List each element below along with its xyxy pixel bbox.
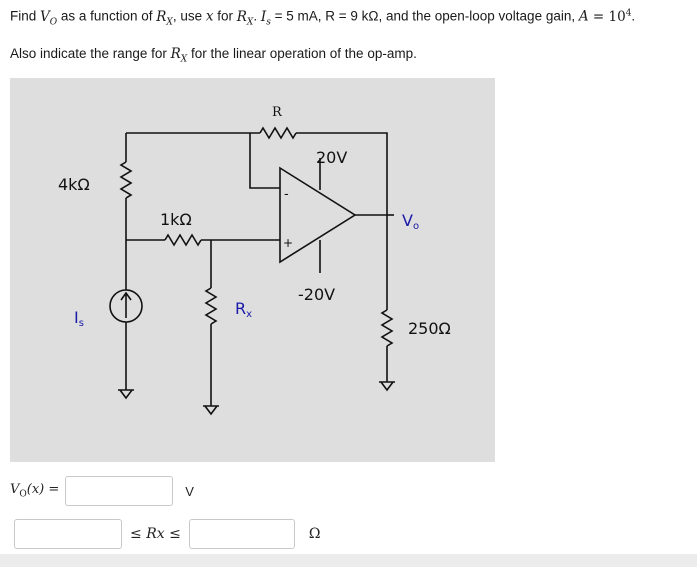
vo-unit: V	[185, 483, 194, 499]
vo-answer-label: $V_O(x)$ =	[10, 482, 60, 500]
is-symbol: $I_s$	[260, 8, 271, 28]
current-source-arrow	[121, 293, 131, 318]
rx-symbol-3: $R_X$	[170, 46, 188, 65]
bottom-bar	[0, 554, 697, 567]
answer-row-vo	[10, 476, 194, 506]
top-wire-right	[296, 133, 387, 215]
label-250: 250Ω	[408, 319, 451, 338]
opamp-plus-label: +	[283, 236, 294, 250]
ground-mid	[203, 406, 219, 414]
label-rx: Rx	[235, 299, 253, 320]
range-inequality: ≤ Rx ≤	[130, 526, 181, 542]
rx-symbol-2: $R_X$	[236, 8, 254, 28]
q-use: , use	[172, 8, 206, 24]
resistor-4k	[121, 162, 131, 198]
label-1k: 1kΩ	[160, 210, 192, 229]
label-R: R	[272, 105, 282, 120]
question-line-2	[10, 46, 417, 65]
range-unit: Ω	[308, 526, 321, 542]
q-values: = 5 mA, R = 9 kΩ, and the open-loop voltage gain,	[270, 8, 579, 24]
q-end: .	[631, 8, 636, 24]
resistor-1k	[165, 235, 201, 245]
label-is: Is	[74, 308, 84, 329]
q-for: for	[213, 8, 237, 24]
q2-prefix: Also indicate the range for	[10, 46, 171, 61]
label-vo: Vo	[402, 211, 420, 232]
answer-row-range	[14, 519, 320, 549]
question-line-1	[10, 8, 635, 27]
q-find: Find	[10, 8, 41, 24]
rx-symbol: $R_X$	[156, 8, 173, 28]
vo-symbol: $V_O$	[40, 8, 58, 28]
rx-max-input[interactable]	[189, 519, 295, 549]
a-symbol: A	[578, 8, 589, 25]
label-20v: 20V	[316, 148, 348, 167]
x-symbol: x	[205, 8, 214, 25]
rx-min-input[interactable]	[14, 519, 122, 549]
resistor-R	[260, 128, 296, 138]
vo-answer-input[interactable]	[65, 476, 173, 506]
ground-right	[379, 382, 395, 390]
opamp-minus-label: -	[284, 187, 289, 202]
label-neg20v: -20V	[298, 285, 336, 304]
q2-suffix: for the linear operation of the op-amp.	[187, 46, 417, 61]
feedback-wire	[250, 133, 280, 188]
ground-left	[118, 390, 134, 398]
q-period: .	[253, 8, 261, 24]
a-value: = $10^4$	[588, 8, 632, 25]
circuit-svg	[10, 78, 495, 462]
label-4k: 4kΩ	[58, 175, 90, 194]
resistor-rx	[206, 288, 216, 324]
q-as-function: as a function of	[57, 8, 157, 24]
circuit-diagram	[10, 78, 495, 462]
resistor-250	[382, 310, 392, 346]
